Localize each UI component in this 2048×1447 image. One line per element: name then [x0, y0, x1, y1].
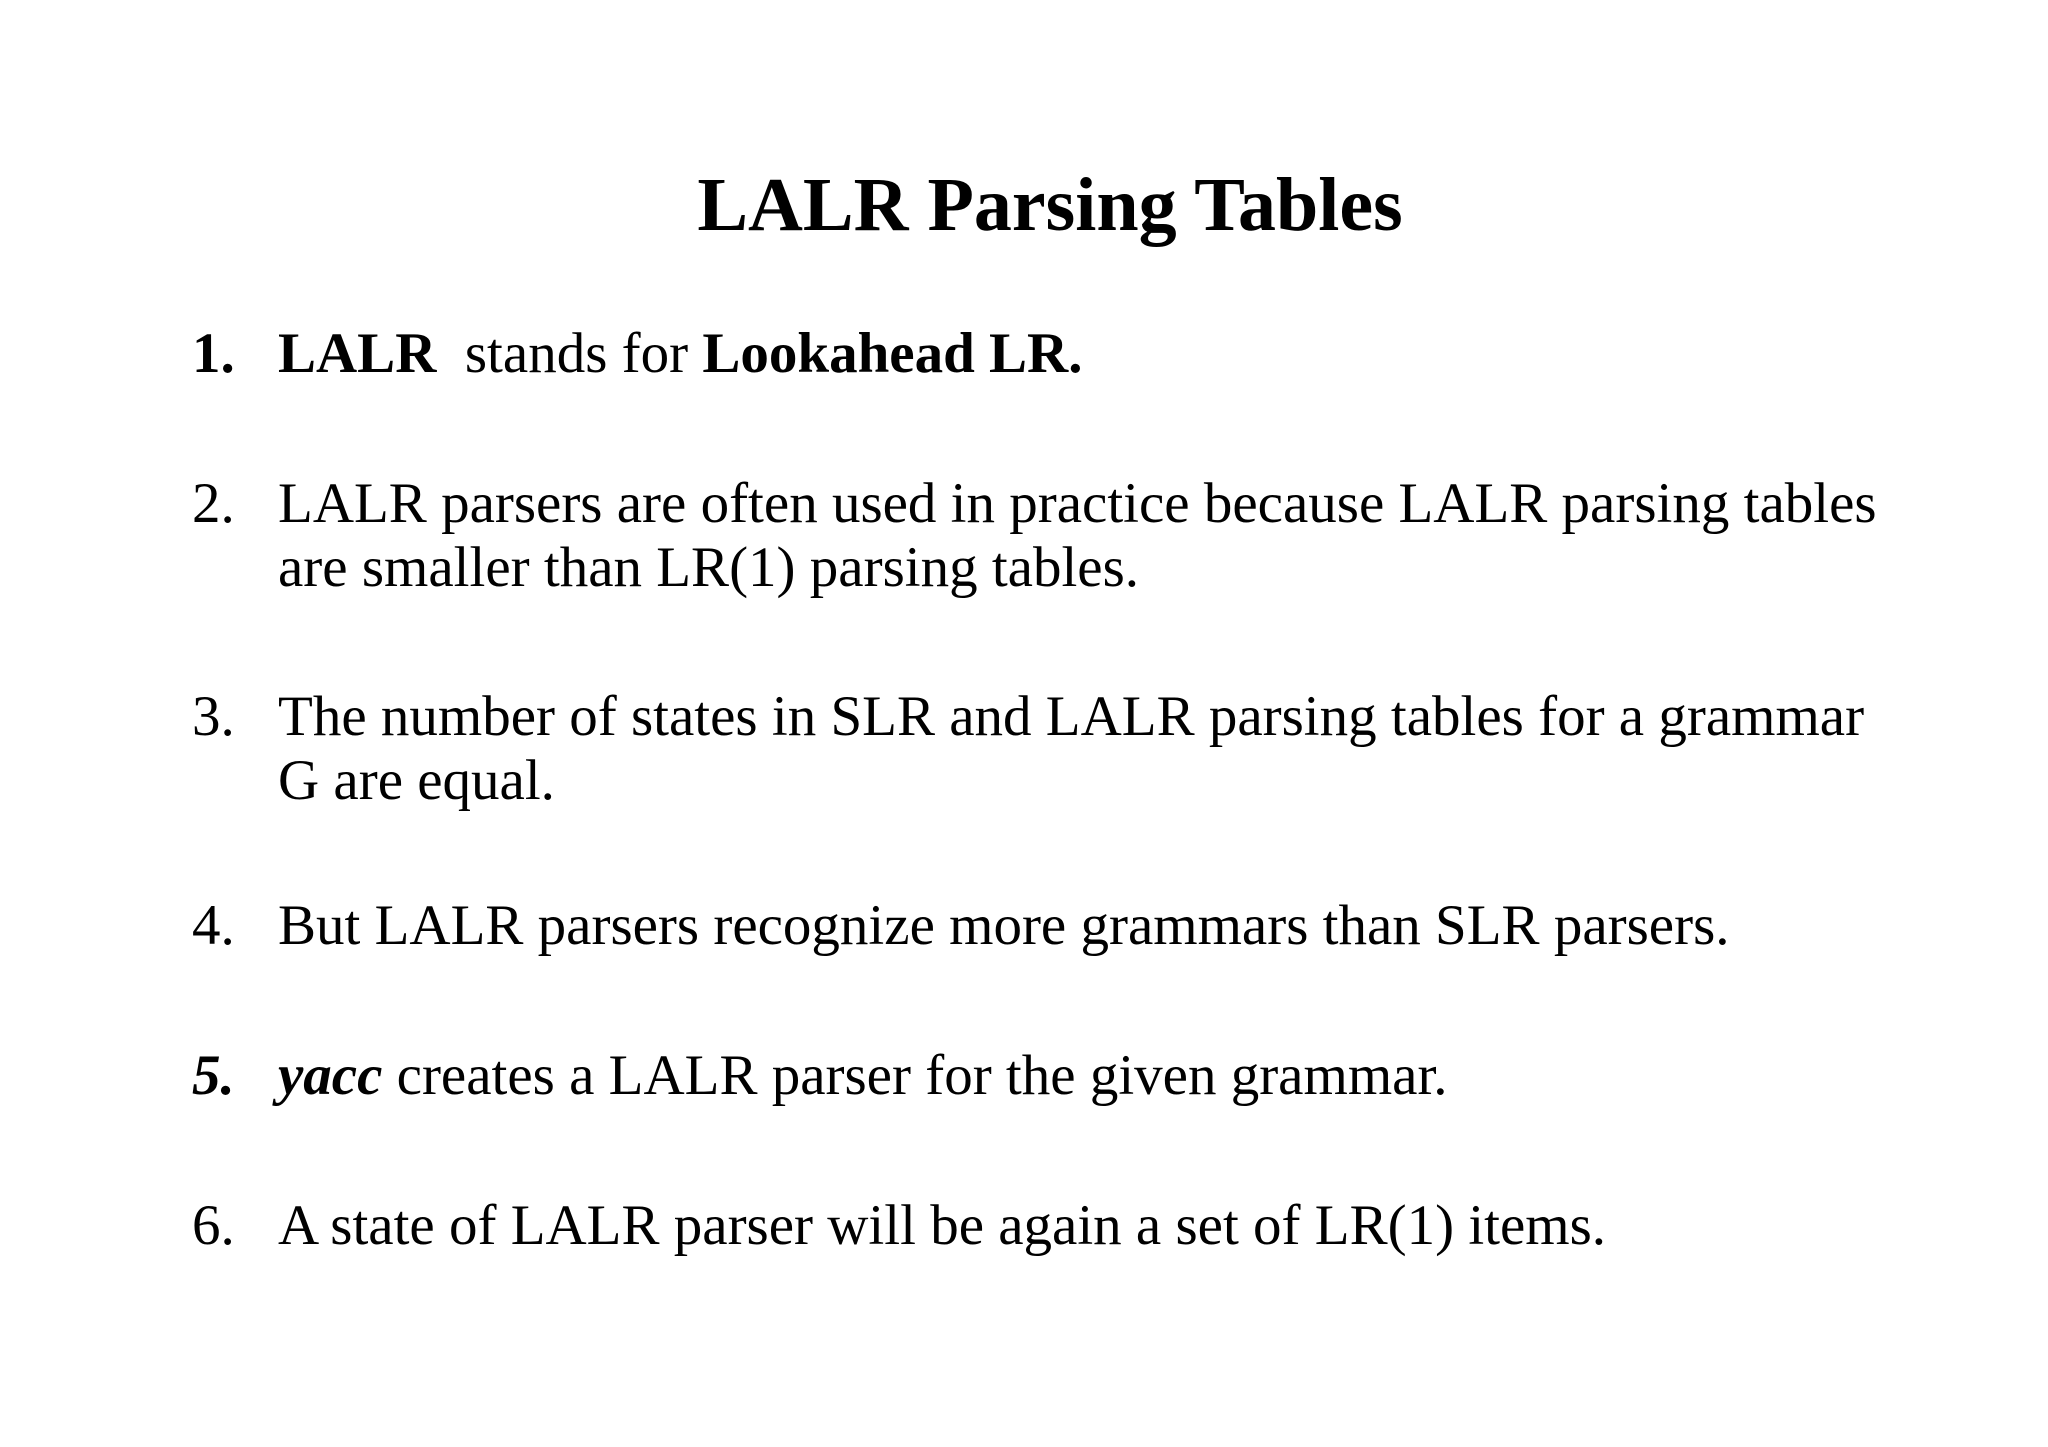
item-text [278, 322, 1898, 386]
item-number: 1. [192, 322, 235, 385]
item-line-1: LALR parsers are often used in practice because LALR parsing tables [278, 472, 1877, 535]
item-text-middle: stands for [436, 322, 703, 385]
item-line-2: G are equal. [278, 749, 555, 812]
item-text [278, 472, 1898, 600]
item-number: 4. [192, 894, 235, 957]
item-line-2: are smaller than LR(1) parsing tables. [278, 536, 1140, 599]
item-number: 6. [192, 1194, 235, 1257]
term-lalr: LALR [278, 322, 437, 385]
item-number: 5. [192, 1044, 235, 1107]
item-text [278, 1044, 1898, 1108]
slide-title: LALR Parsing Tables [697, 163, 1403, 247]
item-line-1: A state of LALR parser will be again a set of LR(1) items. [278, 1194, 1607, 1257]
term-yacc: yacc [278, 1044, 383, 1107]
item-number: 2. [192, 472, 235, 535]
item-text [278, 894, 1898, 958]
item-text-rest: creates a LALR parser for the given grammar. [382, 1044, 1448, 1107]
item-number: 3. [192, 685, 235, 748]
item-line-1: The number of states in SLR and LALR parsing tables for a grammar [278, 685, 1865, 748]
item-line-1: But LALR parsers recognize more grammars than SLR parsers. [278, 894, 1730, 957]
item-text [278, 685, 1898, 813]
item-text [278, 1194, 1898, 1258]
term-lookahead-lr: Lookahead LR. [702, 322, 1083, 385]
